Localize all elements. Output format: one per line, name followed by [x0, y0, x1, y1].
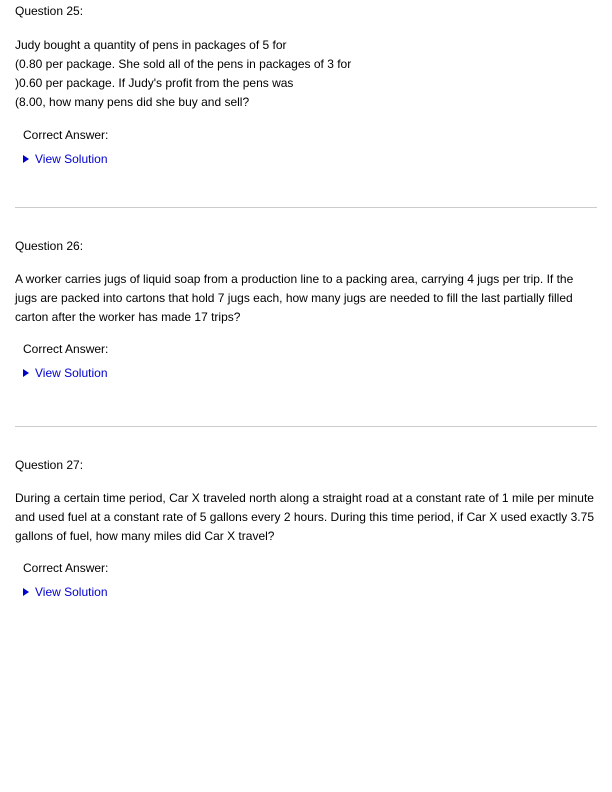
expand-triangle-icon [23, 369, 29, 377]
view-solution-link[interactable] [23, 151, 108, 167]
view-solution-link[interactable] [23, 365, 108, 381]
view-solution-label: View Solution [35, 366, 108, 380]
divider [15, 207, 597, 208]
question-text-line: )0.60 per package. If Judy's profit from the pens was [15, 76, 294, 90]
question-text [15, 489, 597, 546]
question-text [15, 270, 597, 327]
question-text [15, 36, 597, 112]
expand-triangle-icon [23, 588, 29, 596]
question-text-line: (0.80 per package. She sold all of the pens in packages of 3 for [15, 57, 352, 71]
expand-triangle-icon [23, 155, 29, 163]
question-title: Question 27: [15, 458, 84, 472]
question-text-line: gallons of fuel, how many miles did Car X travel? [15, 529, 275, 543]
divider [15, 426, 597, 427]
question-text-line: During a certain time period, Car X traveled north along a straight road at a constant rate of 1 mile per minute [15, 491, 594, 505]
correct-answer-label: Correct Answer: [23, 128, 109, 142]
question-text-line: A worker carries jugs of liquid soap from a production line to a packing area, carrying 4 jugs per trip. If the [15, 272, 574, 286]
correct-answer-label: Correct Answer: [23, 342, 109, 356]
correct-answer-label: Correct Answer: [23, 561, 109, 575]
question-26 [15, 238, 597, 382]
question-text-line: and used fuel at a constant rate of 5 gallons every 2 hours. During this time period, if Car X used exactly 3.75 [15, 510, 594, 524]
question-title: Question 26: [15, 239, 84, 253]
question-text-line: carton after the worker has made 17 trips? [15, 310, 241, 324]
question-text-line: Judy bought a quantity of pens in packages of 5 for [15, 38, 287, 52]
view-solution-label: View Solution [35, 152, 108, 166]
question-text-line: (8.00, how many pens did she buy and sell? [15, 95, 250, 109]
question-27 [15, 457, 597, 601]
question-title: Question 25: [15, 4, 84, 18]
question-text-line: jugs are packed into cartons that hold 7 jugs each, how many jugs are needed to fill the last partially filled [15, 291, 573, 305]
view-solution-link[interactable] [23, 584, 108, 600]
question-25 [15, 3, 597, 168]
view-solution-label: View Solution [35, 585, 108, 599]
